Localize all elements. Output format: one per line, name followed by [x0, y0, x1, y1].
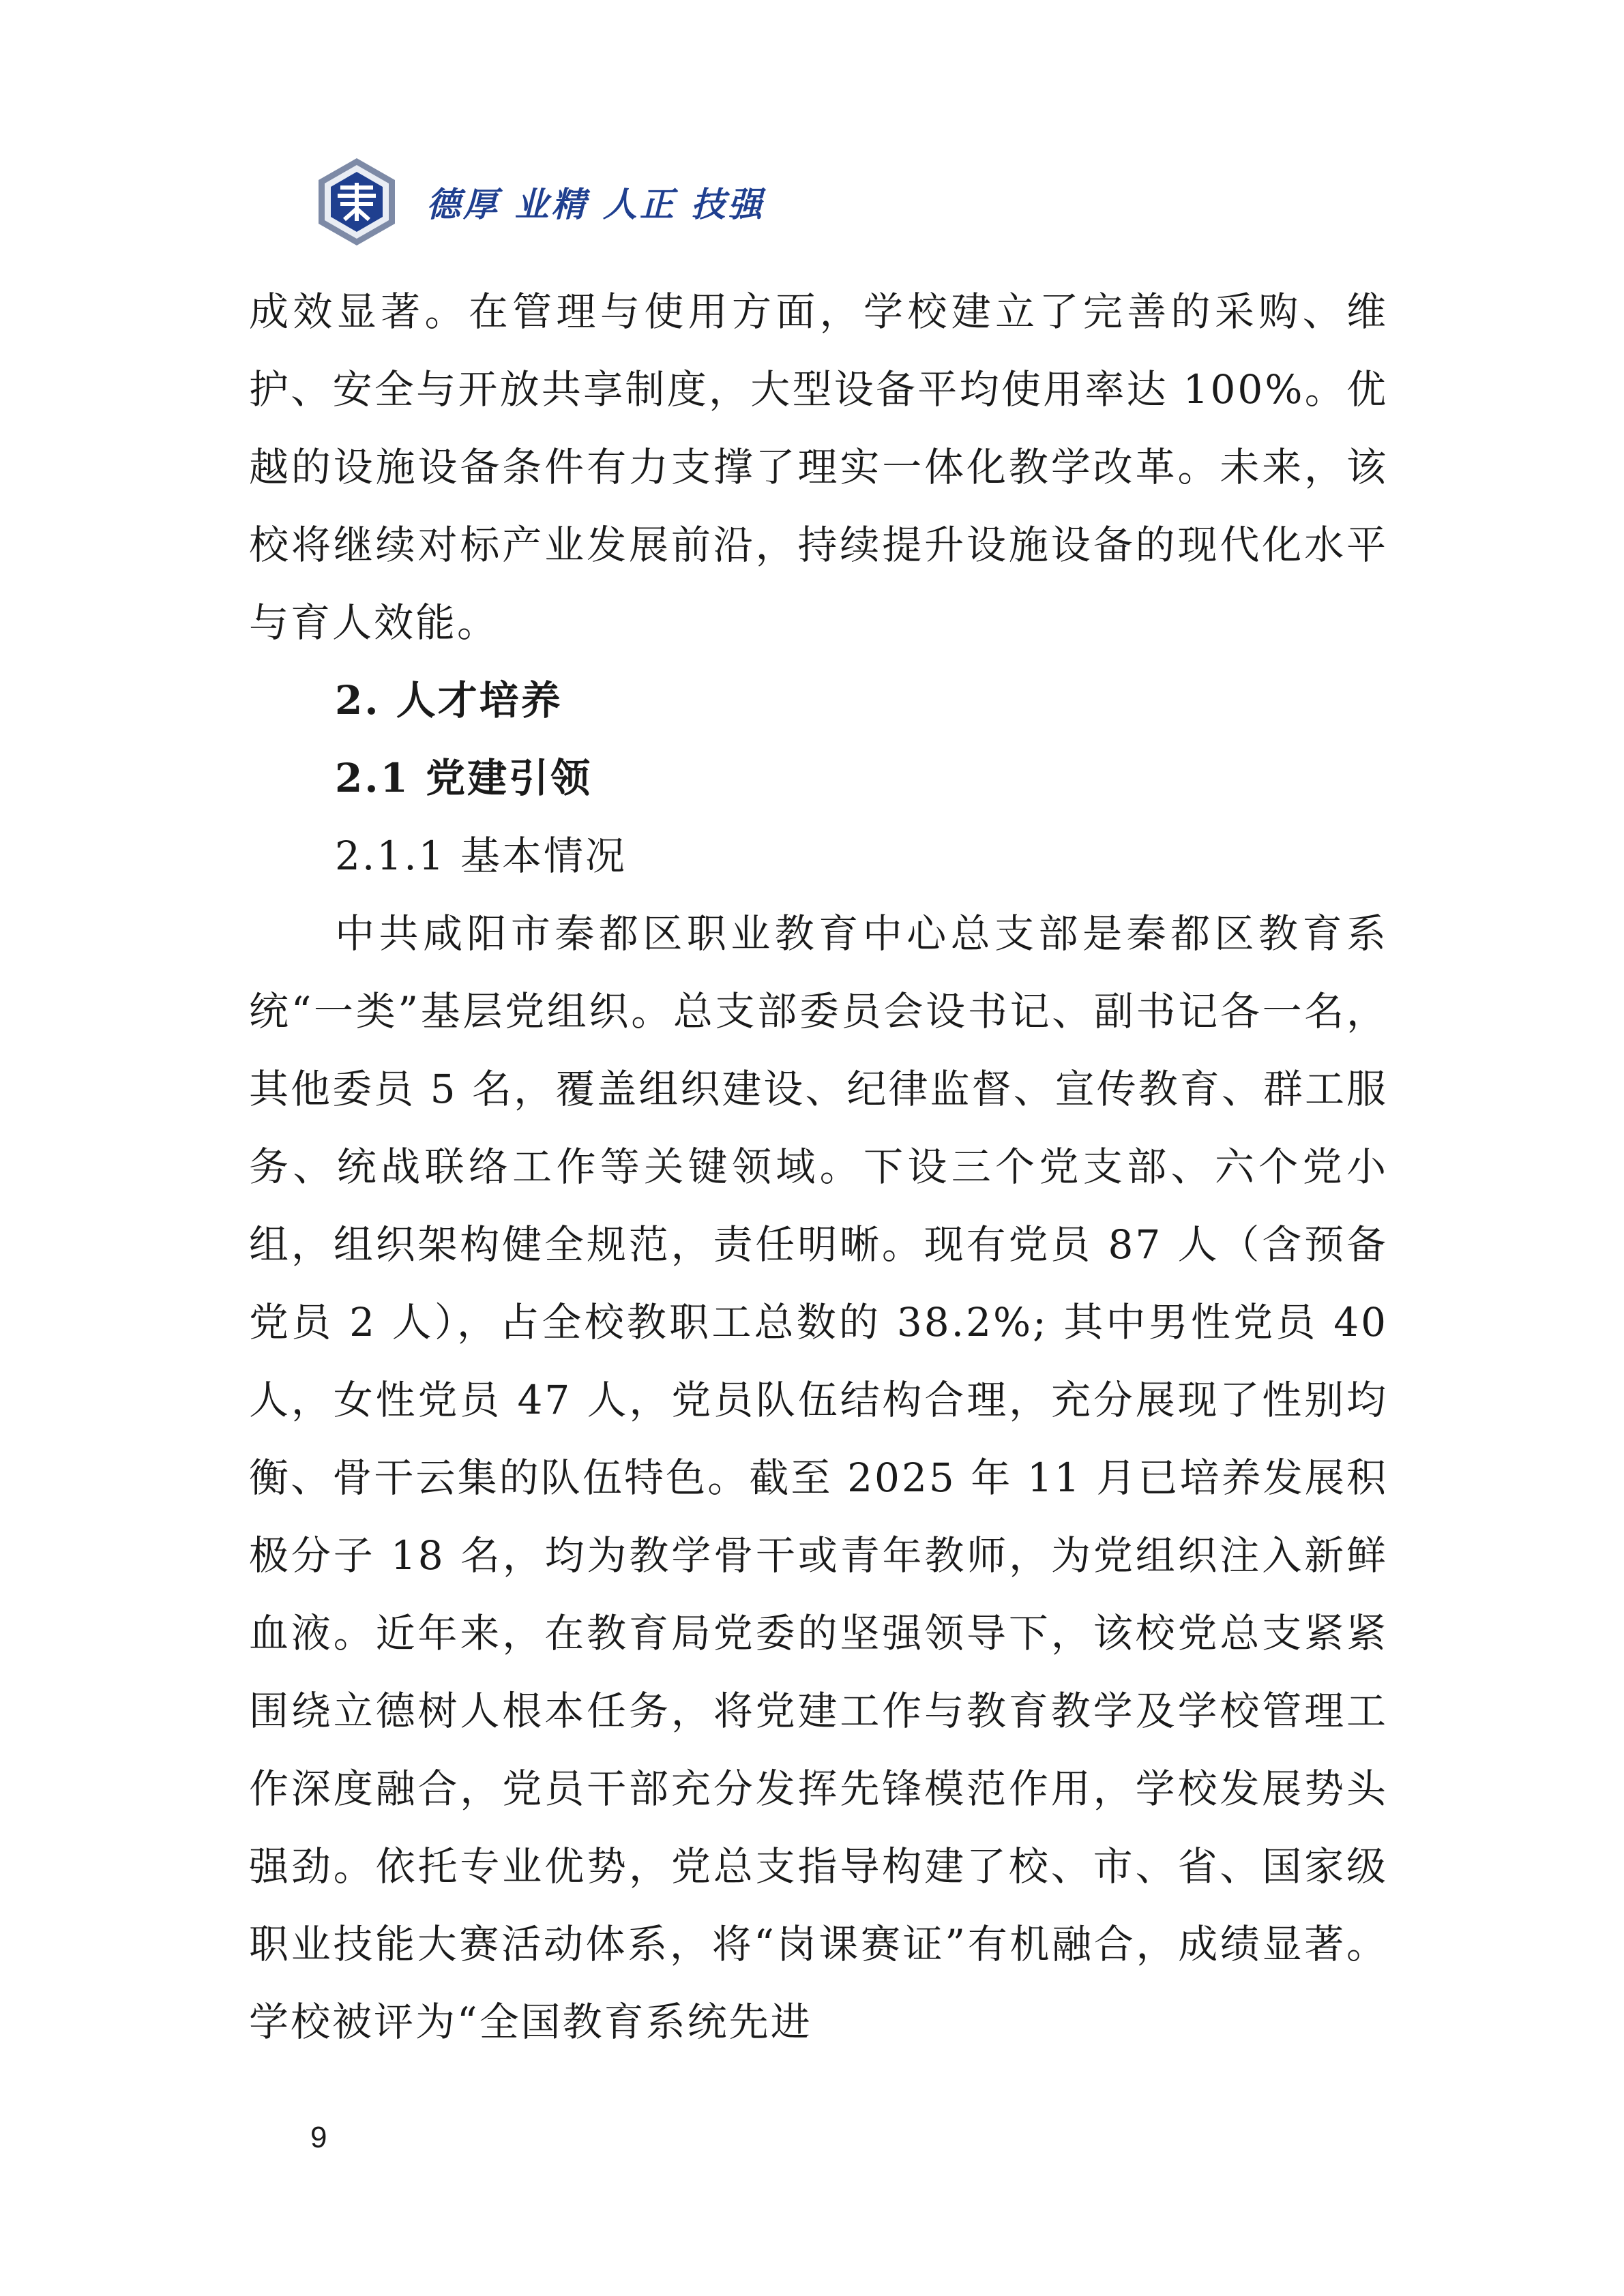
- subsection-heading-party-building: 2.1 党建引领: [335, 755, 593, 801]
- school-emblem-icon: [310, 155, 403, 248]
- subsubsection-heading-basic-situation: 2.1.1 基本情况: [335, 833, 628, 879]
- document-body: [249, 273, 1388, 2061]
- school-motto: 德厚 业精 人正 技强: [426, 184, 765, 224]
- page-header: [310, 151, 765, 252]
- page-number: 9: [310, 2121, 327, 2154]
- section-heading-talent-training: 2. 人才培养: [335, 677, 563, 724]
- paragraph-facilities-summary: 成效显著。在管理与使用方面，学校建立了完善的采购、维护、安全与开放共享制度，大型设备平均使用率达 100%。优越的设施设备条件有力支撑了理实一体化教学改革。未来，该校将继续对标产业发展前沿，持续提升设施设备的现代化水平与育人效能。: [249, 288, 1388, 646]
- paragraph-party-branch-overview: 中共咸阳市秦都区职业教育中心总支部是秦都区教育系统“一类”基层党组织。总支部委员会设书记、副书记各一名，其他委员 5 名，覆盖组织建设、纪律监督、宣传教育、群工服务、统战联络工作等关键领域。下设三个党支部、六个党小组，组织架构健全规范，责任明晰。现有党员 87 人（含预备党员 2 人），占全校教职工总数的 38.2%; 其中男性党员 40 人，女性党员 47 人，党员队伍结构合理，充分展现了性别均衡、骨干云集的队伍特色。截至 2025 年 11 月已培养发展积极分子 18 名，均为教学骨干或青年教师，为党组织注入新鲜血液。近年来，在教育局党委的坚强领导下，该校党总支紧紧围绕立德树人根本任务，将党建工作与教育教学及学校管理工作深度融合，党员干部充分发挥先锋模范作用，学校发展势头强劲。依托专业优势，党总支指导构建了校、市、省、国家级职业技能大赛活动体系，将“岗课赛证”有机融合，成绩显著。学校被评为“全国教育系统先进: [249, 910, 1388, 2045]
